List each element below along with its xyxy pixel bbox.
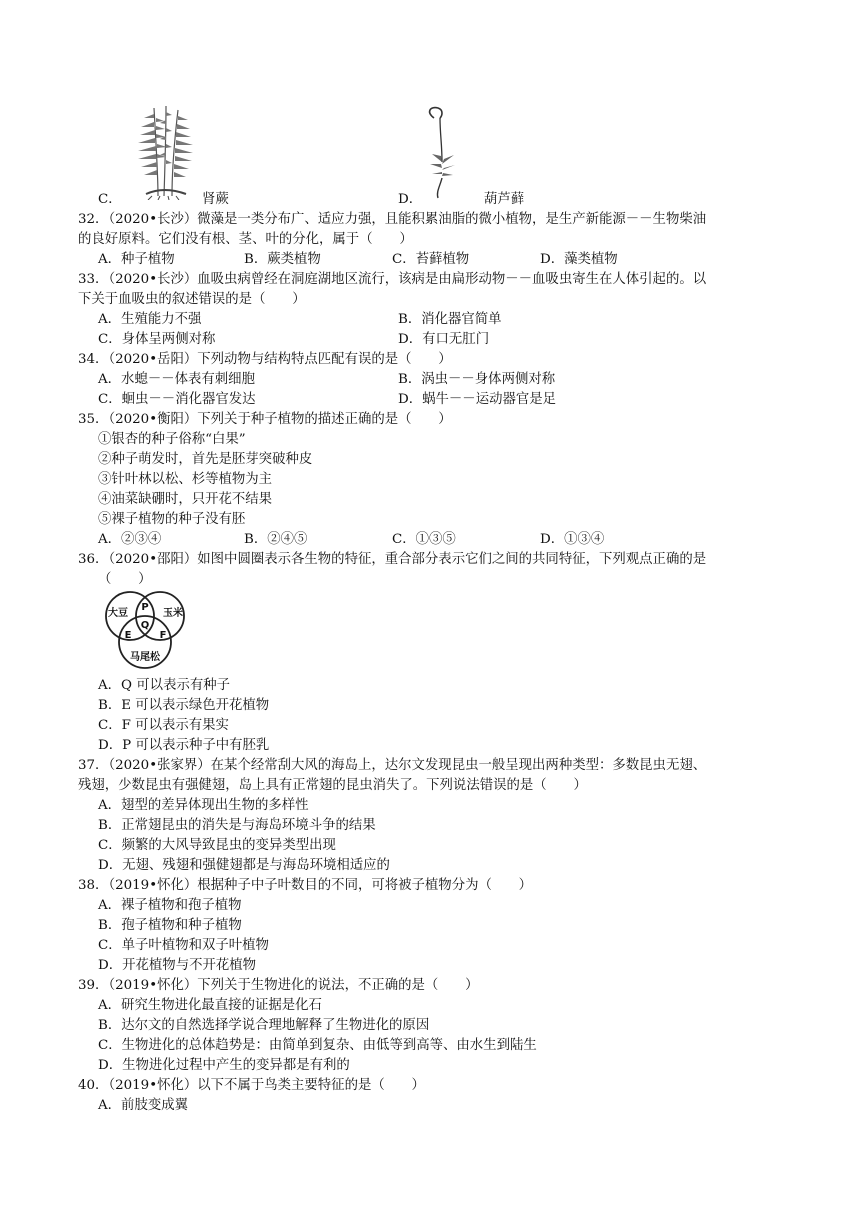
q32-line1: 32．（2020•长沙）微藻是一类分布广、适应力强，且能积累油脂的微小植物，是生产新能源－－生物柴油 xyxy=(78,212,707,227)
venn-region-f: F xyxy=(159,630,167,641)
q35-statement-2: ②种子萌发时，首先是胚芽突破种皮 xyxy=(98,452,313,467)
moss-image xyxy=(420,104,464,200)
q35-statement-4: ④油菜缺硼时，只开花不结果 xyxy=(98,492,273,507)
option-c-label: C． xyxy=(98,192,122,207)
venn-label-soybean: 大豆 xyxy=(108,608,128,619)
q36-option-a: A．Q 可以表示有种子 xyxy=(98,678,231,693)
q33-line1: 33．（2020•长沙）血吸虫病曾经在洞庭湖地区流行，该病是由扁形动物－－血吸虫寄生在人体引起的。以 xyxy=(78,272,707,287)
venn-label-pine: 马尾松 xyxy=(130,652,160,663)
q33-option-b: B．消化器官简单 xyxy=(398,312,502,327)
q33-option-c: C．身体呈两侧对称 xyxy=(98,332,216,347)
q38-option-b: B．孢子植物和种子植物 xyxy=(98,918,242,933)
q33-line2: 下关于血吸虫的叙述错误的是（ ） xyxy=(78,292,306,307)
q39-option-d: D．生物进化过程中产生的变异都是有利的 xyxy=(98,1058,350,1073)
q35-option-b: B．②④⑤ xyxy=(244,532,308,547)
q33-option-d: D．有口无肛门 xyxy=(398,332,490,347)
venn-diagram xyxy=(96,590,196,670)
q39-option-b: B．达尔文的自然选择学说合理地解释了生物进化的原因 xyxy=(98,1018,430,1033)
moss-caption: 葫芦藓 xyxy=(484,192,525,207)
q32-option-d: D．藻类植物 xyxy=(540,252,618,267)
q40-option-a: A．前肢变成翼 xyxy=(98,1098,189,1113)
q36-option-b: B．E 可以表示绿色开花植物 xyxy=(98,698,270,713)
q32-option-a: A．种子植物 xyxy=(98,252,175,267)
venn-label-corn: 玉米 xyxy=(163,608,183,619)
q38-option-c: C．单子叶植物和双子叶植物 xyxy=(98,938,269,953)
q37-option-d: D．无翅、残翅和强健翅都是与海岛环境相适应的 xyxy=(98,858,390,873)
q36-line1: 36．（2020•邵阳）如图中圆圈表示各生物的特征，重合部分表示它们之间的共同特征，下列观点正确的是 xyxy=(78,552,707,567)
q32-option-b: B．蕨类植物 xyxy=(244,252,321,267)
q35-option-d: D．①③④ xyxy=(540,532,605,547)
q35-statement-5: ⑤裸子植物的种子没有胚 xyxy=(98,512,246,527)
q36-option-d: D．P 可以表示种子中有胚乳 xyxy=(98,738,270,753)
q39-line1: 39．（2019•怀化）下列关于生物进化的说法，不正确的是（ ） xyxy=(78,978,479,993)
fern-caption: 肾蕨 xyxy=(202,192,229,207)
venn-region-q: Q xyxy=(140,620,150,631)
q32-option-c: C．苔藓植物 xyxy=(392,252,470,267)
venn-region-p: P xyxy=(141,602,149,613)
venn-region-e: E xyxy=(124,630,132,641)
q33-option-a: A．生殖能力不强 xyxy=(98,312,202,327)
q34-option-b: B．涡虫－－身体两侧对称 xyxy=(398,372,556,387)
q32-line2: 的良好原料。它们没有根、茎、叶的分化，属于（ ） xyxy=(78,232,413,247)
q37-line2: 残翅，少数昆虫有强健翅，岛上具有正常翅的昆虫消失了。下列说法错误的是（ ） xyxy=(78,778,587,793)
q38-option-a: A．裸子植物和孢子植物 xyxy=(98,898,242,913)
q35-line1: 35．（2020•衡阳）下列关于种子植物的描述正确的是（ ） xyxy=(78,412,452,427)
q35-statement-3: ③针叶林以松、杉等植物为主 xyxy=(98,472,273,487)
option-d-label: D． xyxy=(398,192,423,207)
q37-option-c: C．频繁的大风导致昆虫的变异类型出现 xyxy=(98,838,336,853)
q40-line1: 40．（2019•怀化）以下不属于鸟类主要特征的是（ ） xyxy=(78,1078,425,1093)
q35-statement-1: ①银杏的种子俗称“白果” xyxy=(98,432,246,447)
q38-line1: 38．（2019•怀化）根据种子中子叶数目的不同，可将被子植物分为（ ） xyxy=(78,878,533,893)
q39-option-c: C．生物进化的总体趋势是：由简单到复杂、由低等到高等、由水生到陆生 xyxy=(98,1038,537,1053)
q39-option-a: A．研究生物进化最直接的证据是化石 xyxy=(98,998,322,1013)
q38-option-d: D．开花植物与不开花植物 xyxy=(98,958,257,973)
q34-option-d: D．蜗牛－－运动器官是足 xyxy=(398,392,557,407)
q36-option-c: C．F 可以表示有果实 xyxy=(98,718,229,733)
q37-option-a: A．翅型的差异体现出生物的多样性 xyxy=(98,798,309,813)
q34-option-a: A．水螅－－体表有刺细胞 xyxy=(98,372,255,387)
q34-option-c: C．蛔虫－－消化器官发达 xyxy=(98,392,256,407)
q35-option-a: A．②③④ xyxy=(98,532,162,547)
q36-line2: （ ） xyxy=(98,572,152,587)
fern-image xyxy=(128,104,204,200)
q37-option-b: B．正常翅昆虫的消失是与海岛环境斗争的结果 xyxy=(98,818,376,833)
q35-option-c: C．①③⑤ xyxy=(392,532,456,547)
q37-line1: 37．（2020•张家界）在某个经常刮大风的海岛上，达尔文发现昆虫一般呈现出两种类型：多数昆虫无翅、 xyxy=(78,758,707,773)
q34-line1: 34．（2020•岳阳）下列动物与结构特点匹配有误的是（ ） xyxy=(78,352,452,367)
